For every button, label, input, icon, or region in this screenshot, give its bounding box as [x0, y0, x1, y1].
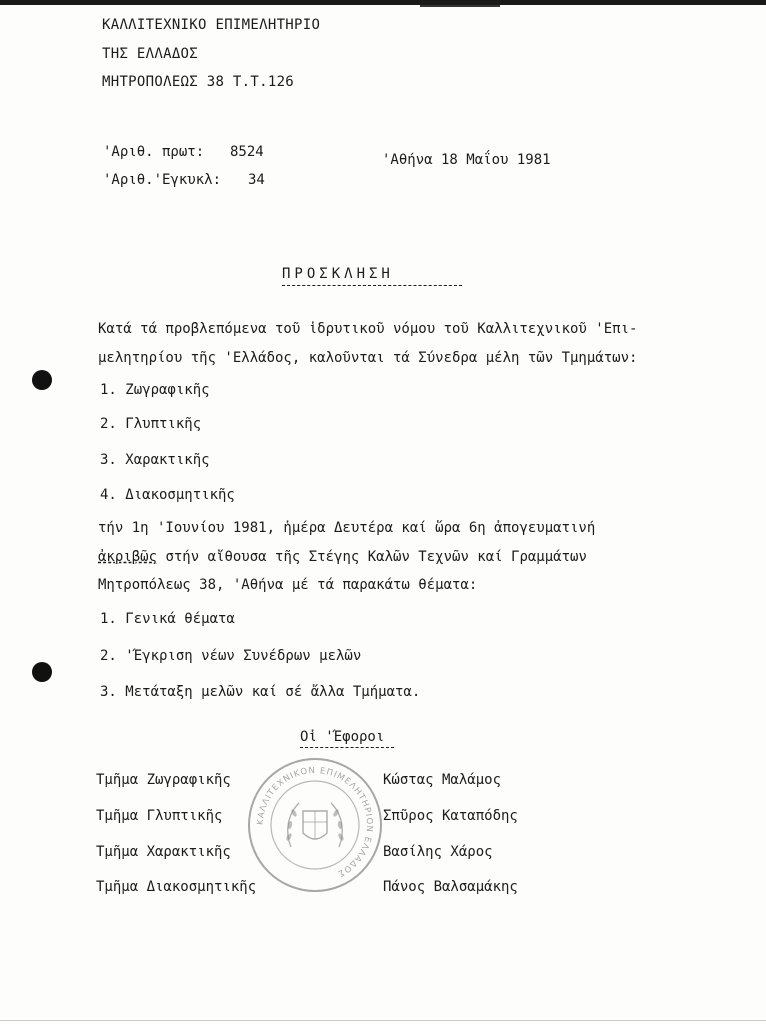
protocol-label: 'Αριθ. πρωτ:: [103, 144, 205, 160]
document-date: 'Αθήνα 18 Μαΐου 1981: [382, 152, 551, 168]
official-seal-icon: [245, 755, 385, 895]
org-name-line1: ΚΑΛΛΙΤΕΧΝΙΚΟ ΕΠΙΜΕΛΗΤΗΡΙΟ: [102, 17, 321, 33]
signatory-department: Τμῆμα Χαρακτικῆς: [96, 844, 231, 860]
signatory-department: Τμῆμα Ζωγραφικῆς: [96, 772, 231, 788]
department-item: 2. Γλυπτικῆς: [100, 416, 202, 432]
agenda-item: 1. Γενικά θέματα: [100, 611, 235, 627]
department-item: 1. Ζωγραφικῆς: [100, 382, 210, 398]
document-title: ΠΡΟΣΚΛΗΣΗ: [282, 266, 462, 286]
signatory-department: Τμῆμα Γλυπτικῆς: [96, 808, 223, 824]
circular-label: 'Αριθ.'Εγκυκλ:: [103, 172, 222, 188]
meeting-line-2: [98, 549, 587, 565]
org-address: ΜΗΤΡΟΠΟΛΕΩΣ 38 Τ.Τ.126: [102, 74, 295, 90]
signatory-name: Βασίλης Χάρος: [383, 844, 493, 860]
punch-hole-bottom: [32, 662, 52, 682]
circular-number: 34: [248, 172, 265, 188]
department-item: 4. Διακοσμητικῆς: [100, 487, 235, 503]
emphasis-exactly: ἀκριβῶς: [98, 549, 158, 565]
intro-line-2: μελητηρίου τῆς 'Ελλάδος, καλοῦνται τά Σύνεδρα μέλη τῶν Τμημάτων:: [98, 350, 638, 366]
meeting-line-3: Μητροπόλεως 38, 'Αθήνα μέ τά παρακάτω θέματα:: [98, 577, 478, 593]
protocol-number: 8524: [230, 144, 264, 160]
scan-edge-top: [0, 0, 766, 5]
seal-text: ΚΑΛΛΙΤΕΧΝΙΚΟΝ ΕΠΙΜΕΛΗΤΗΡΙΟΝ ΕΛΛΑΔΟΣ: [255, 765, 375, 879]
signatory-name: Σπῦρος Καταπόδης: [383, 808, 518, 824]
agenda-item: 3. Μετάταξη μελῶν καί σέ ἄλλα Τμήματα.: [100, 684, 421, 700]
intro-line-1: Κατά τά προβλεπόμενα τοῦ ἱδρυτικοῦ νόμου τοῦ Καλλιτεχνικοῦ 'Επι-: [98, 321, 638, 337]
signatory-name: Κώστας Μαλάμος: [383, 772, 502, 788]
punch-hole-top: [32, 370, 52, 390]
scan-edge-mark: [420, 5, 500, 7]
meeting-line-2-rest: στήν αἴθουσα τῆς Στέγης Καλῶν Τεχνῶν καί Γραμμάτων: [157, 549, 587, 565]
department-item: 3. Χαρακτικῆς: [100, 452, 210, 468]
org-name-line2: ΤΗΣ ΕΛΛΑΔΟΣ: [102, 46, 199, 62]
meeting-line-1: τήν 1η 'Ιουνίου 1981, ἡμέρα Δευτέρα καί ὥρα 6η ἀπογευματινή: [98, 520, 596, 536]
signatories-heading: Οἱ 'Έφοροι: [300, 729, 394, 748]
signatory-department: Τμῆμα Διακοσμητικῆς: [96, 879, 257, 895]
scan-edge-bottom: [0, 1020, 766, 1021]
signatory-name: Πάνος Βαλσαμάκης: [383, 879, 518, 895]
agenda-item: 2. 'Έγκριση νέων Συνέδρων μελῶν: [100, 648, 362, 664]
